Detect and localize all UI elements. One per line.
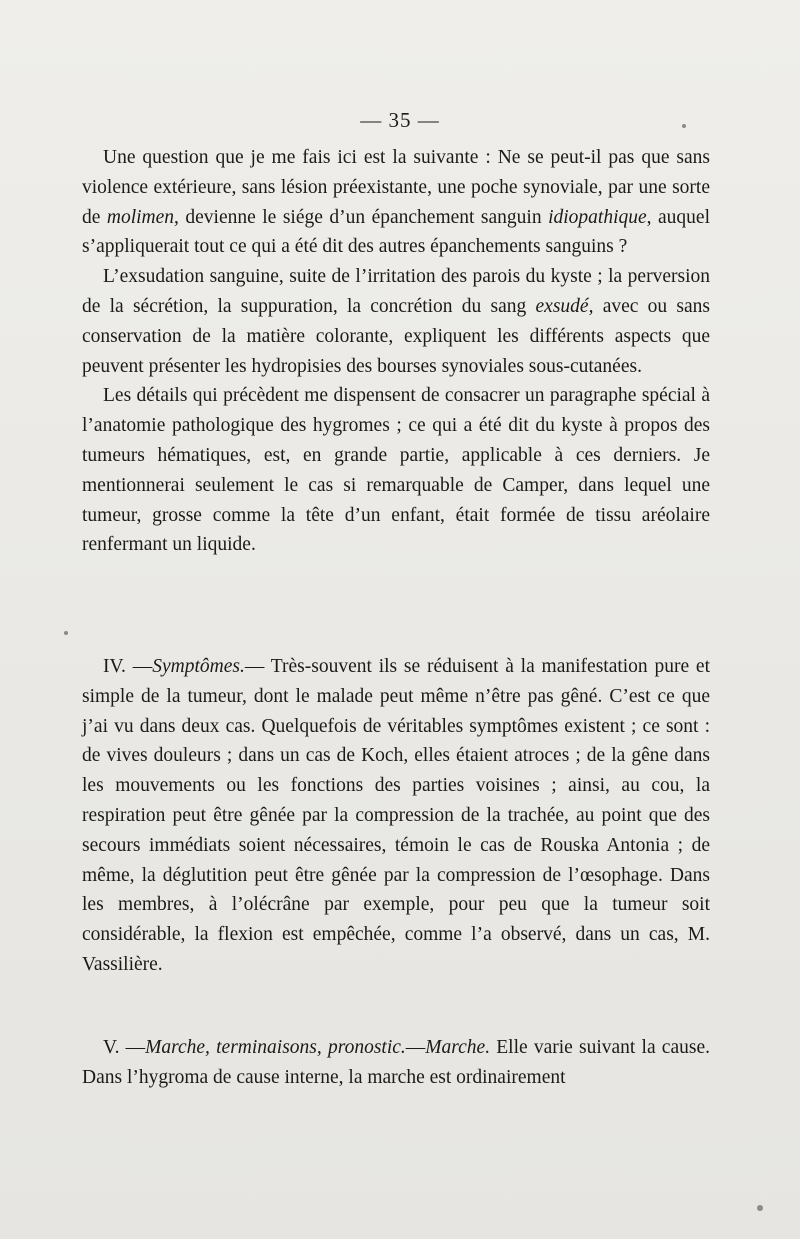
paragraph-2-italic-exsude: exsudé, [535,295,594,317]
paragraph-marche [82,1033,710,1093]
paper-speck [64,631,68,635]
paragraph-3: Les détails qui précèdent me dispensent de consacrer un paragraphe spécial à l’anatomie pathologique des hygromes ; ce qui a été dit du kyste à propos des tumeurs hématiques, est, en grande partie, applicable à ces derniers. Je mentionnerai seulement le cas si remarquable de Camper, dans lequel une tumeur, grosse comme la tête d’un enfant, était formée de tissu aréolaire renfermant un liquide. [82,385,710,556]
section-v-subheading: Marche. [425,1037,491,1058]
text-block-intro [82,143,710,560]
section-iv-number: IV. — [103,656,153,677]
paragraph-1-italic-molimen: molimen [106,206,175,228]
paragraph-1-text-a: Une question que je me fais ici est la suivante : Ne se peut-il pas que sans violence extérieure, sans lésion préexistante, une poche synoviale, par une sorte de [82,147,710,228]
paragraph-symptomes [82,652,710,980]
section-v-number: V. — [103,1037,146,1058]
paragraph-1-text-c: , auquel s’appliquerait tout ce qui a été dit des autres épanchements sanguins ? [82,206,710,258]
paragraph-1-italic-idiopathique: idiopathique [548,206,647,228]
section-iv-body: Très-souvent ils se réduisent à la manifestation pure et simple de la tumeur, dont le malade peut même n’être pas gêné. C’est ce que j’ai vu dans deux cas. Quelquefois de véritables symptômes existent ; ce sont : de vives douleurs ; dans un cas de Koch, elles étaient atroces ; de la gêne dans les mouvements ou les fonctions des parties voisines ; ainsi, au cou, la respiration peut être gênée par la compression de la trachée, au point que des secours immédiats soient nécessaires, témoin le cas de Rouska Antonia ; de même, la déglutition peut être gênée par la compression de l’œsophage. Dans les membres, à l’olécrâne par exemple, pour peu que la tumeur soit considérable, la flexion est empêchée, comme l’a observé, dans un cas, M. Vassilière. [82,656,710,975]
section-v-heading: Marche, terminaisons, pronostic. [145,1037,406,1058]
section-v-dash: — [405,1037,426,1058]
paragraph-2-text-a: L’exsudation sanguine, suite de l’irritation des parois du kyste ; la perversion de la sécrétion, la suppuration, la concrétion du sang [82,266,710,317]
section-marche [82,1033,710,1093]
paragraph-2-text-b: avec ou sans conservation de la matière colorante, expliquent les différents aspects que peuvent présenter les hydropisies des bourses synoviales sous-cutanées. [82,295,710,377]
paragraph-2 [82,262,710,381]
section-iv-heading: Symptômes. [152,656,245,677]
paper-speck [757,1205,763,1211]
paragraph-1 [82,143,710,262]
page-number: — 35 — [360,108,440,132]
section-v-body: Elle varie suivant la cause. Dans l’hygroma de cause interne, la marche est ordinairement [82,1037,710,1088]
paper-speck [682,124,686,128]
section-symptomes [82,652,710,980]
paragraph-1-text-b: , devienne le siége d’un épanchement sanguin [174,206,549,228]
section-iv-dash: — [244,656,265,677]
